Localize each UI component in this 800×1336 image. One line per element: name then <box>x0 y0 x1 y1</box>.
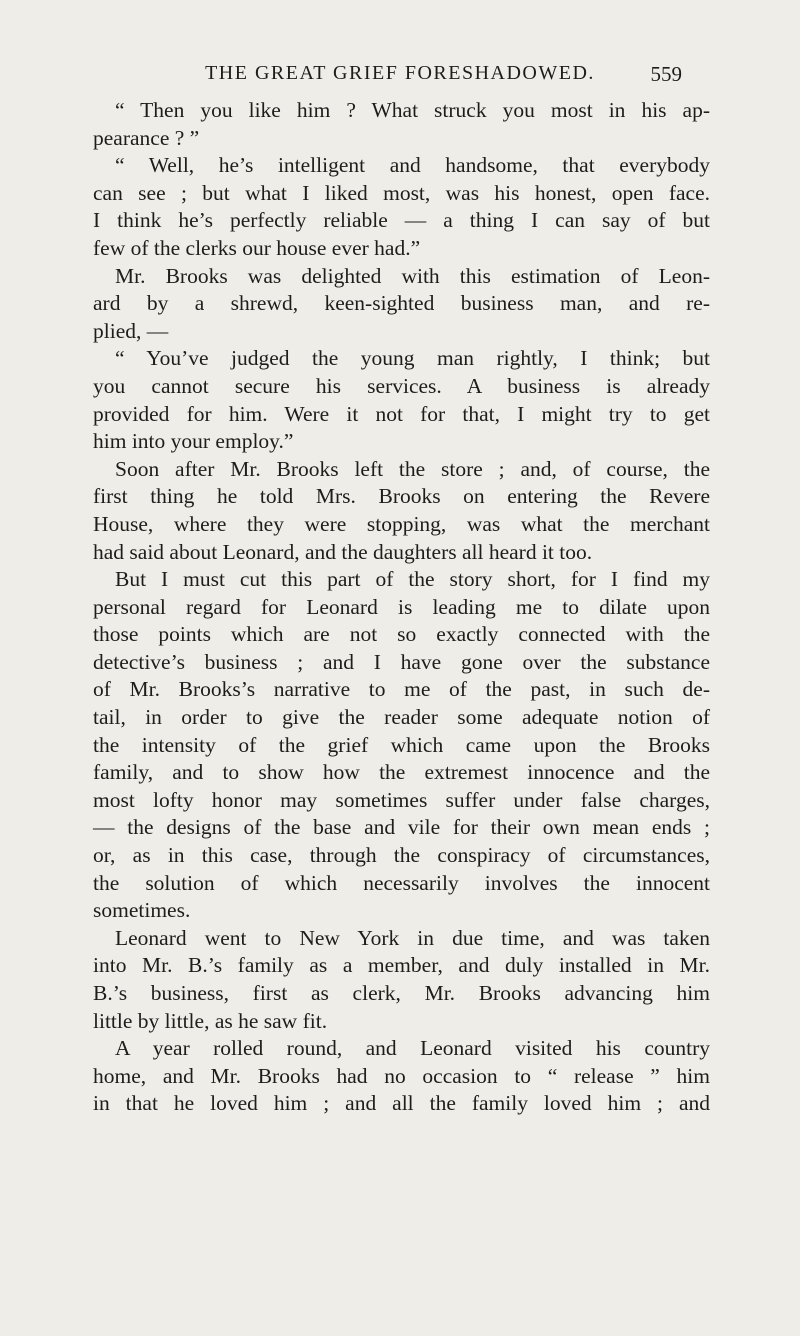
body-text <box>93 97 710 1118</box>
text-line: tail, in order to give the reader some adequate notion of <box>93 705 710 730</box>
text-line: “ You’ve judged the young man rightly, I think; but <box>115 346 710 371</box>
text-line: B.’s business, first as clerk, Mr. Brooks advancing him <box>93 981 710 1005</box>
text-line: had said about Leonard, and the daughters all heard it too. <box>93 539 593 564</box>
text-line: little by little, as he saw fit. <box>93 1008 328 1033</box>
text-line: you cannot secure his services. A business is already <box>93 373 710 398</box>
text-line: A year rolled round, and Leonard visited his country <box>115 1036 710 1061</box>
text-line: the intensity of the grief which came upon the Brooks <box>93 732 710 757</box>
text-line: plied, — <box>93 318 169 343</box>
text-line: detective’s business ; and I have gone over the substance <box>93 649 710 674</box>
text-line: in that he loved him ; and all the family loved him ; and <box>93 1091 710 1116</box>
text-line: him into your employ.” <box>93 429 294 454</box>
text-line: the solution of which necessarily involves the innocent <box>93 870 710 895</box>
text-line: or, as in this case, through the conspiracy of circumstances, <box>93 843 710 868</box>
text-line: But I must cut this part of the story short, for I find my <box>115 567 710 592</box>
text-line: ard by a shrewd, keen-sighted business man, and re- <box>93 291 710 316</box>
text-line: most lofty honor may sometimes suffer under false charges, <box>93 787 710 812</box>
running-head: THE GREAT GRIEF FORESHADOWED. <box>205 62 595 84</box>
text-line: first thing he told Mrs. Brooks on entering the Revere <box>93 484 710 509</box>
text-line: I think he’s perfectly reliable — a thing I can say of but <box>93 208 710 233</box>
text-line: home, and Mr. Brooks had no occasion to “ release ” him <box>93 1063 710 1088</box>
text-line: sometimes. <box>93 898 191 923</box>
page-header <box>0 62 800 92</box>
text-line: “ Then you like him ? What struck you most in his ap- <box>115 98 710 122</box>
text-line: pearance ? ” <box>93 125 200 150</box>
text-line: Mr. Brooks was delighted with this estimation of Leon- <box>115 263 710 288</box>
text-line: family, and to show how the extremest innocence and the <box>93 760 710 785</box>
text-line: personal regard for Leonard is leading me to dilate upon <box>93 594 710 619</box>
text-line: House, where they were stopping, was what the merchant <box>93 511 710 536</box>
text-line: Leonard went to New York in due time, and was taken <box>115 925 710 950</box>
text-line: into Mr. B.’s family as a member, and duly installed in Mr. <box>93 953 710 978</box>
text-line: provided for him. Were it not for that, I might try to get <box>93 401 710 426</box>
text-line: few of the clerks our house ever had.” <box>93 235 421 260</box>
text-line: can see ; but what I liked most, was his honest, open face. <box>93 180 710 205</box>
text-line: Soon after Mr. Brooks left the store ; and, of course, the <box>115 456 710 481</box>
text-line: those points which are not so exactly connected with the <box>93 622 710 647</box>
text-line: of Mr. Brooks’s narrative to me of the past, in such de- <box>93 677 710 702</box>
page-number: 559 <box>650 62 682 86</box>
text-line: — the designs of the base and vile for their own mean ends ; <box>93 815 710 840</box>
text-line: “ Well, he’s intelligent and handsome, that everybody <box>115 153 710 178</box>
